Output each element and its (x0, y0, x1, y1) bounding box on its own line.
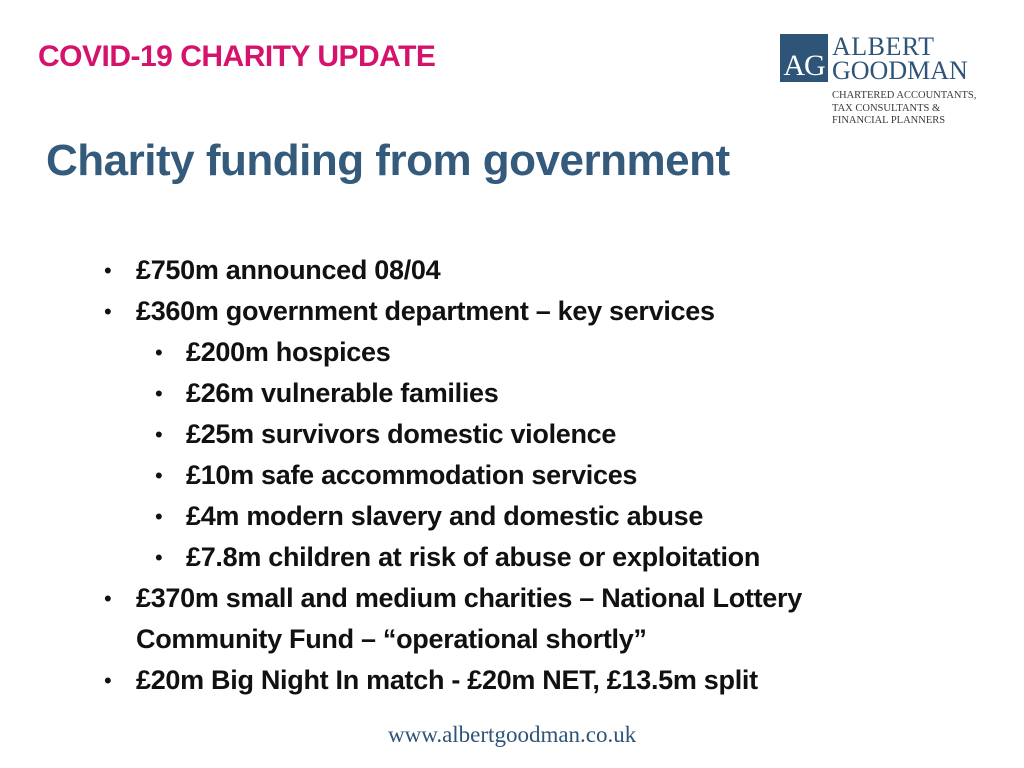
bullet-text: £10m safe accommodation services (186, 460, 638, 490)
page-title: Charity funding from government (46, 136, 730, 185)
sub-bullet-item (0, 537, 1024, 578)
bullet-dot-icon: • (104, 586, 112, 611)
bullet-dot-icon: • (104, 299, 112, 324)
bullet-item (0, 291, 1024, 332)
bullet-text: £20m Big Night In match - £20m NET, £13.5m split (136, 665, 758, 695)
bullet-text: £4m modern slavery and domestic abuse (186, 501, 704, 531)
bullet-dot-icon: • (155, 463, 163, 488)
bullet-dot-icon: • (104, 668, 112, 693)
bullet-text: £25m survivors domestic violence (186, 419, 617, 449)
header-label: COVID-19 CHARITY UPDATE (38, 40, 436, 73)
bullet-text: £26m vulnerable families (186, 378, 499, 408)
sub-bullet-item (0, 414, 1024, 455)
sub-bullet-item (0, 373, 1024, 414)
logo-tagline (832, 90, 976, 128)
bullet-list (0, 250, 1024, 701)
bullet-item (0, 578, 1024, 660)
bullet-text-continuation: Community Fund – “operational shortly” (136, 624, 647, 654)
bullet-text: £370m small and medium charities – National Lottery (136, 583, 802, 613)
bullet-text: £200m hospices (186, 337, 391, 367)
sub-bullet-item (0, 496, 1024, 537)
logo-tagline-line: TAX CONSULTANTS & (832, 102, 941, 114)
bullet-text: £7.8m children at risk of abuse or exploitation (186, 542, 761, 572)
logo-mark: AG (780, 34, 828, 82)
sub-bullet-item (0, 332, 1024, 373)
bullet-dot-icon: • (155, 504, 163, 529)
bullet-text: £750m announced 08/04 (136, 255, 441, 285)
company-logo (780, 34, 1004, 134)
bullet-dot-icon: • (155, 340, 163, 365)
bullet-item (0, 660, 1024, 701)
bullet-dot-icon: • (104, 258, 112, 283)
bullet-text: £360m government department – key services (136, 296, 715, 326)
footer-url[interactable]: www.albertgoodman.co.uk (388, 722, 637, 747)
bullet-dot-icon: • (155, 422, 163, 447)
logo-name-line2: GOODMAN (832, 56, 968, 85)
sub-bullet-item (0, 455, 1024, 496)
bullet-item (0, 250, 1024, 291)
logo-name-line1: ALBERT (832, 32, 935, 61)
bullet-dot-icon: • (155, 381, 163, 406)
bullet-dot-icon: • (155, 545, 163, 570)
logo-tagline-line: FINANCIAL PLANNERS (832, 115, 946, 126)
logo-tagline-line: CHARTERED ACCOUNTANTS, (832, 90, 977, 101)
